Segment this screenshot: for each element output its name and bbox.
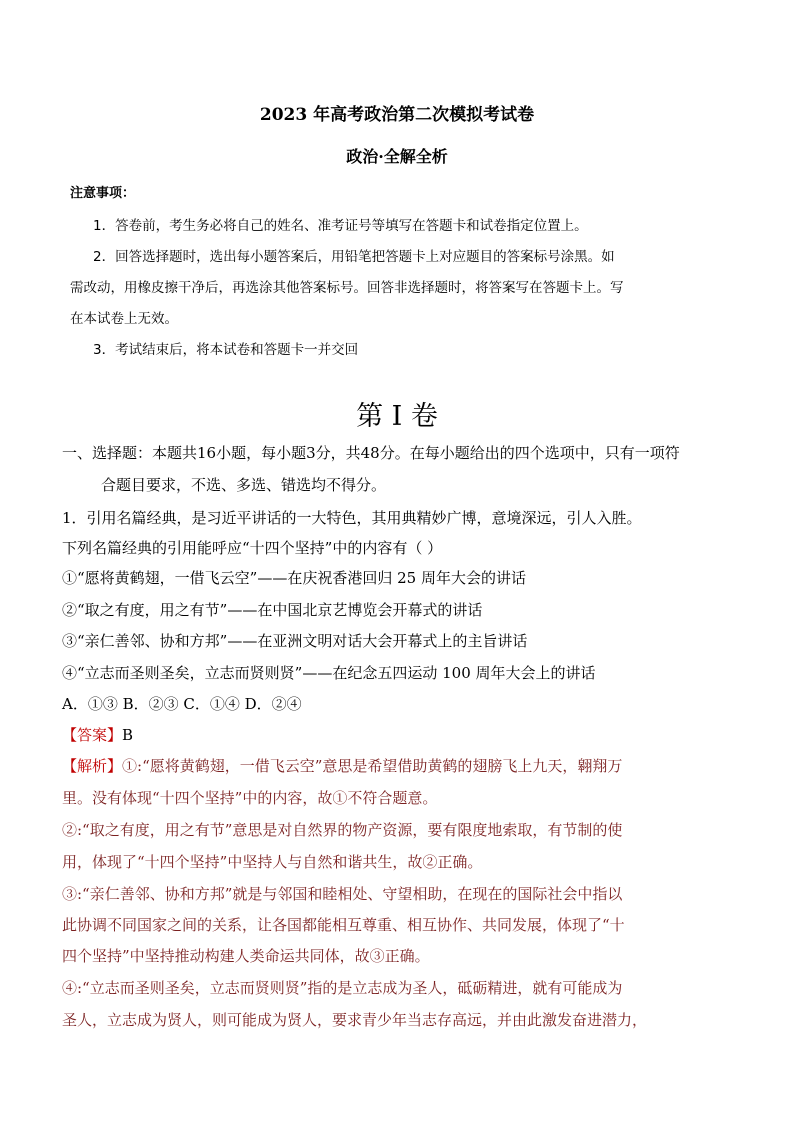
analysis-line-5: ③:“亲仁善邻、协和方邦”就是与邻国和睦相处、守望相助，在现在的国际社会中指以 (62, 885, 623, 903)
exam-title: 2023 年高考政治第二次模拟考试卷 (259, 105, 535, 125)
notice-item-2-cont: 需改动，用橡皮擦干净后，再选涂其他答案标号。回答非选择题时，将答案写在答题卡上。写 (70, 280, 624, 296)
answer-line (62, 725, 133, 745)
question-options: A．①③ B．②③ C．①④ D．②④ (62, 695, 302, 713)
analysis-line-9: 圣人，立志成为贤人，则可能成为贤人，要求青少年当志存高远，并由此激发奋进潜力， (62, 1011, 648, 1029)
analysis-line-7: 四个坚持”中坚持推动构建人类命运共同体，故③正确。 (62, 947, 430, 965)
question-item-2: ②“取之有度，用之有节”——在中国北京艺博览会开幕式的讲话 (62, 601, 483, 619)
question-item-4: ④“立志而圣则圣矣，立志而贤则贤”——在纪念五四运动 100 周年大会上的讲话 (62, 664, 596, 682)
analysis-text: ①:“愿将黄鹤翅，一借飞云空”意思是希望借助黄鹤的翅膀飞上九天，翱翔万 (122, 757, 623, 775)
question-stem: 1．引用名篇经典，是习近平讲话的一大特色，其用典精妙广博，意境深远，引人入胜。 (62, 509, 642, 527)
question-stem-cont: 下列名篇经典的引用能呼应“十四个坚持”中的内容有（ ） (62, 539, 443, 557)
notice-item-2: 2．回答选择题时，选出每小题答案后，用铅笔把答题卡上对应题目的答案标号涂黑。如 (93, 249, 615, 265)
answer-value: B (122, 726, 134, 744)
section-instruction-cont: 合题目要求，不选、多选、错选均不得分。 (101, 476, 387, 494)
analysis-line-4: 用，体现了“十四个坚持”中坚持人与自然和谐共生，故②正确。 (62, 853, 483, 871)
volume-title: 第 I 卷 (356, 401, 438, 432)
analysis-line-8: ④:“立志而圣则圣矣，立志而贤则贤”指的是立志成为圣人，砥砺精进，就有可能成为 (62, 979, 623, 997)
exam-subtitle: 政治·全解全析 (346, 147, 448, 166)
notice-item-2-end: 在本试卷上无效。 (70, 311, 178, 327)
analysis-line-2: 里。没有体现“十四个坚持”中的内容，故①不符合题意。 (62, 789, 438, 807)
question-item-3: ③“亲仁善邻、协和方邦”——在亚洲文明对话大会开幕式上的主旨讲话 (62, 632, 528, 650)
analysis-tag: 【解析】 (62, 757, 123, 775)
analysis-line-3: ②:“取之有度，用之有节”意思是对自然界的物产资源，要有限度地索取，有节制的使 (62, 821, 623, 839)
section-instruction: 一、选择题：本题共16小题，每小题3分，共48分。在每小题给出的四个选项中，只有一项符 (62, 444, 680, 462)
analysis-line-1 (62, 756, 622, 776)
answer-tag: 【答案】 (62, 726, 123, 744)
analysis-line-6: 此协调不同国家之间的关系，让各国都能相互尊重、相互协作、共同发展，体现了“十 (62, 916, 625, 934)
notice-item-3: 3．考试结束后，将本试卷和答题卡一并交回 (93, 342, 359, 358)
question-item-1: ①“愿将黄鹤翅，一借飞云空”——在庆祝香港回归 25 周年大会的讲话 (62, 569, 526, 587)
notice-heading: 注意事项： (70, 186, 136, 201)
notice-item-1: 1．答卷前，考生务必将自己的姓名、准考证号等填写在答题卡和试卷指定位置上。 (93, 218, 588, 234)
